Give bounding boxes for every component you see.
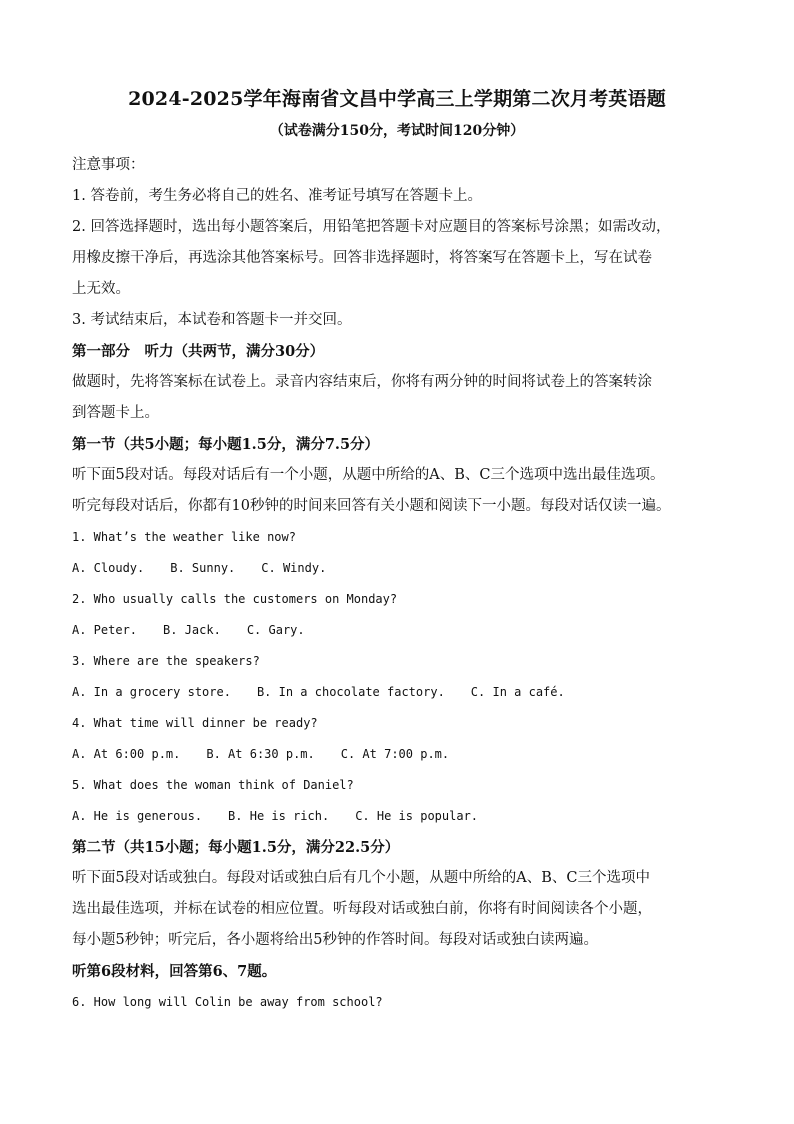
exam-content: [72, 150, 732, 1018]
notice-item-3: 3. 考试结束后，本试卷和答题卡一并交回。: [72, 312, 352, 328]
part1-heading: 第一部分 听力（共两节，满分30分）: [72, 343, 325, 360]
page-title: 2024-2025学年海南省文昌中学高三上学期第二次月考英语题: [128, 88, 666, 110]
section2-instruction-line-1: 听下面5段对话或独白。每段对话或独白后有几个小题，从题中所给的A、B、C三个选项中: [72, 870, 650, 886]
question-1: 1. What’s the weather like now?: [72, 530, 296, 544]
option-b: B. At 6:30 p.m.: [206, 747, 315, 761]
option-c: C. He is popular.: [355, 809, 479, 823]
section1-heading: 第一节（共5小题；每小题1.5分，满分7.5分）: [72, 436, 380, 453]
section1-instruction-line-2: 听完每段对话后，你都有10秒钟的时间来回答有关小题和阅读下一小题。每段对话仅读一遍。: [72, 498, 671, 514]
notice-item-1: 1. 答卷前，考生务必将自己的姓名、准考证号填写在答题卡上。: [72, 188, 482, 204]
option-a: A. In a grocery store.: [72, 685, 231, 699]
notice-heading: 注意事项：: [72, 157, 145, 173]
option-b: B. Sunny.: [170, 561, 236, 575]
option-a: A. At 6:00 p.m.: [72, 747, 181, 761]
option-a: A. Peter.: [72, 623, 138, 637]
exam-info: （试卷满分150分，考试时间120分钟）: [269, 123, 525, 139]
section2-instruction-line-3: 每小题5秒钟；听完后，各小题将给出5秒钟的作答时间。每段对话或独白读两遍。: [72, 932, 598, 948]
question-1-options: [72, 553, 732, 584]
option-c: C. Gary.: [246, 623, 305, 637]
section1-instruction-line-1: 听下面5段对话。每段对话后有一个小题，从题中所给的A、B、C三个选项中选出最佳选项。: [72, 467, 665, 483]
question-2: 2. Who usually calls the customers on Monday?: [72, 592, 398, 606]
part1-instruction-line-1: 做题时，先将答案标在试卷上。录音内容结束后，你将有两分钟的时间将试卷上的答案转涂: [72, 374, 652, 390]
option-b: B. Jack.: [163, 623, 221, 637]
part1-instruction-line-2: 到答题卡上。: [72, 405, 159, 421]
option-c: C. In a café.: [470, 685, 565, 699]
option-c: C. Windy.: [261, 561, 327, 575]
option-b: B. In a chocolate factory.: [256, 685, 445, 699]
option-b: B. He is rich.: [228, 809, 330, 823]
notice-item-2-line-3: 上无效。: [72, 281, 130, 297]
notice-item-2-line-1: 2. 回答选择题时，选出每小题答案后，用铅笔把答题卡对应题目的答案标号涂黑；如需改动，: [72, 219, 671, 235]
question-6: 6. How long will Colin be away from school?: [72, 995, 383, 1009]
option-a: A. He is generous.: [72, 809, 203, 823]
material-6-heading: 听第6段材料，回答第6、7题。: [72, 963, 277, 980]
section2-heading: 第二节（共15小题；每小题1.5分，满分22.5分）: [72, 839, 400, 856]
notice-item-2-line-2: 用橡皮擦干净后，再选涂其他答案标号。回答非选择题时，将答案写在答题卡上，写在试卷: [72, 250, 652, 266]
question-3-options: [72, 677, 732, 708]
question-3: 3. Where are the speakers?: [72, 654, 260, 668]
question-5-options: [72, 801, 732, 832]
option-a: A. Cloudy.: [72, 561, 145, 575]
section2-instruction-line-2: 选出最佳选项，并标在试卷的相应位置。听每段对话或独白前，你将有时间阅读各个小题，: [72, 901, 652, 917]
question-5: 5. What does the woman think of Daniel?: [72, 778, 354, 792]
question-4: 4. What time will dinner be ready?: [72, 716, 318, 730]
question-4-options: [72, 739, 732, 770]
question-2-options: [72, 615, 732, 646]
option-c: C. At 7:00 p.m.: [340, 747, 450, 761]
